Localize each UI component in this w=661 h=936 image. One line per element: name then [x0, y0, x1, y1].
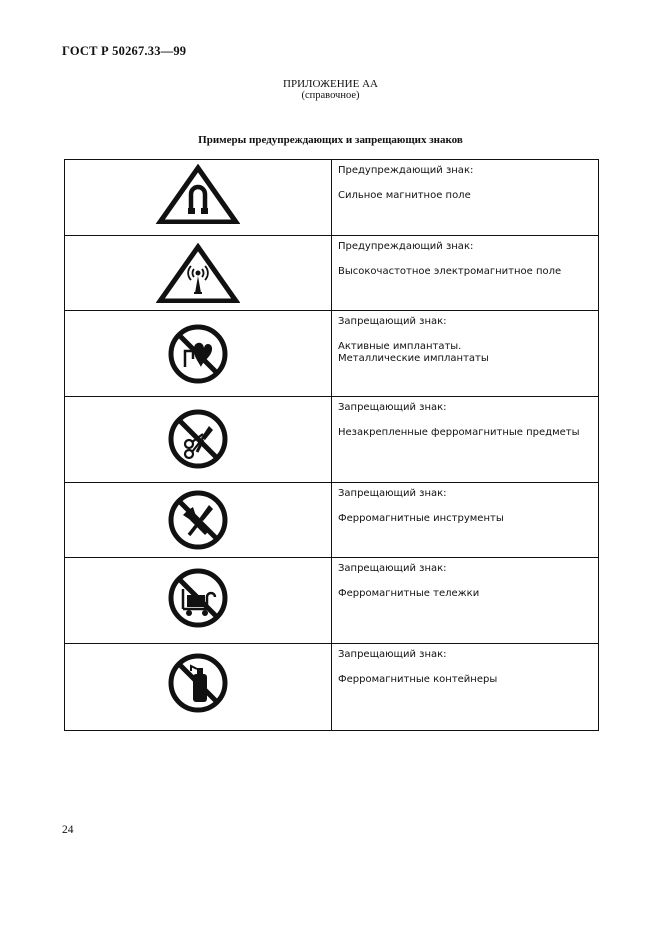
- table-row: [65, 160, 599, 236]
- magnet-warning-icon: [156, 164, 240, 224]
- sign-cell: [65, 644, 332, 731]
- document-code: ГОСТ Р 50267.33—99: [62, 44, 187, 58]
- sign-description: [332, 236, 599, 311]
- sign-cell: [65, 558, 332, 644]
- table-row: [65, 644, 599, 731]
- sign-kind: Запрещающий знак:: [338, 316, 447, 327]
- sign-cell: [65, 483, 332, 558]
- table-row: [65, 311, 599, 397]
- sign-cell: [65, 236, 332, 311]
- sign-description: [332, 160, 599, 236]
- table-row: [65, 236, 599, 311]
- sign-description: [332, 311, 599, 397]
- table-title: Примеры предупреждающих и запрещающих знаков: [198, 134, 463, 146]
- appendix-subtitle: (справочное): [301, 90, 360, 101]
- appendix-heading: [0, 78, 661, 102]
- table-row: [65, 558, 599, 644]
- appendix-title: ПРИЛОЖЕНИЕ АА: [283, 78, 378, 90]
- sign-kind: Запрещающий знак:: [338, 488, 447, 499]
- sign-text: Ферромагнитные контейнеры: [338, 674, 498, 685]
- sign-text: Сильное магнитное поле: [338, 190, 471, 201]
- no-implants-icon: [167, 323, 229, 385]
- sign-kind: Запрещающий знак:: [338, 402, 447, 413]
- table-row: [65, 397, 599, 483]
- radiation-warning-icon: [156, 243, 240, 303]
- sign-text: Активные имплантаты.: [338, 341, 462, 352]
- sign-kind: Предупреждающий знак:: [338, 165, 474, 176]
- sign-description: [332, 558, 599, 644]
- table-row: [65, 483, 599, 558]
- sign-text: Ферромагнитные инструменты: [338, 513, 504, 524]
- signs-table: [64, 159, 599, 731]
- sign-kind: Запрещающий знак:: [338, 649, 447, 660]
- no-tools-icon: [167, 489, 229, 551]
- sign-kind: Запрещающий знак:: [338, 563, 447, 574]
- sign-text: Высокочастотное электромагнитное поле: [338, 266, 562, 277]
- sign-description: [332, 397, 599, 483]
- sign-cell: [65, 311, 332, 397]
- sign-description: [332, 483, 599, 558]
- page-number: 24: [62, 824, 74, 836]
- sign-text: Ферромагнитные тележки: [338, 588, 480, 599]
- no-loose-metal-objects-icon: [167, 408, 229, 470]
- sign-text: Незакрепленные ферромагнитные предметы: [338, 427, 580, 438]
- sign-cell: [65, 397, 332, 483]
- no-gas-cylinders-icon: [167, 652, 229, 714]
- no-carts-icon: [167, 567, 229, 629]
- sign-cell: [65, 160, 332, 236]
- sign-kind: Предупреждающий знак:: [338, 241, 474, 252]
- sign-text: Металлические имплантаты: [338, 353, 489, 364]
- sign-description: [332, 644, 599, 731]
